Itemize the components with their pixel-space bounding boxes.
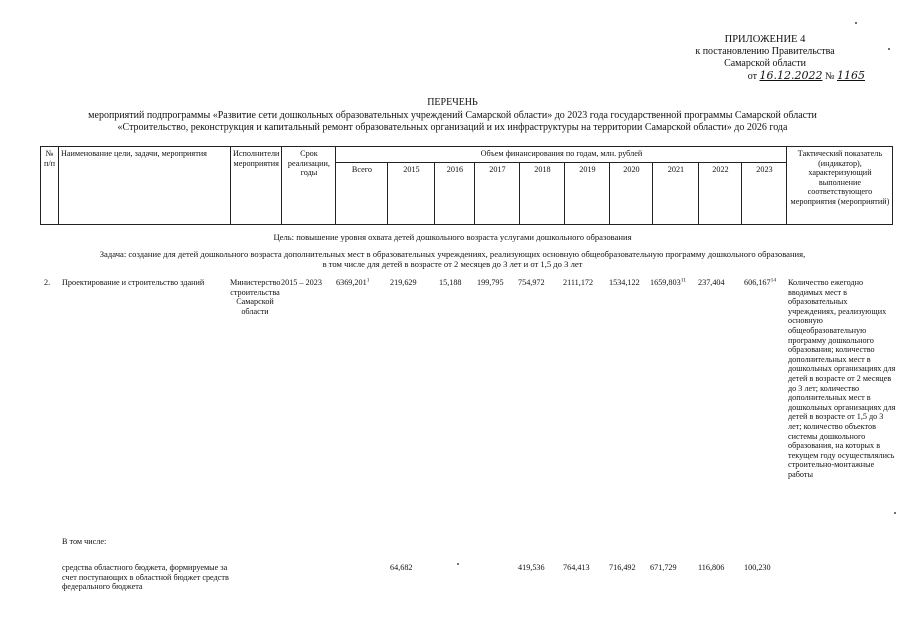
col-financing-header: Объем финансирования по годам, млн. рублей <box>336 147 787 163</box>
sub-row-2019: 764,413 <box>563 563 590 572</box>
col-year-header: 2022 <box>699 163 742 225</box>
col-year-header: 2015 <box>388 163 435 225</box>
col-year-header: 2019 <box>565 163 610 225</box>
decree-date: 16.12.2022 <box>759 69 823 82</box>
sub-row-2020: 716,492 <box>609 563 636 572</box>
scan-speck <box>855 22 857 24</box>
row-2017: 199,795 <box>477 278 504 287</box>
row-2021: 1659,803$^{11}$ <box>650 277 686 287</box>
row-2018: 754,972 <box>518 278 545 287</box>
footnote-mark: 14 <box>770 277 777 284</box>
row-number: 2. <box>44 278 51 287</box>
row-2019: 2111,172 <box>563 278 594 287</box>
document-title: ПЕРЕЧЕНЬ <box>427 97 478 108</box>
scan-speck <box>888 48 890 50</box>
col-year-header: 2016 <box>435 163 475 225</box>
col-executor-header: Исполнители мероприятия <box>231 147 282 225</box>
goal-line: Цель: повышение уровня охвата детей дошкольного возраста услугами дошкольного образования <box>273 232 632 242</box>
title-line-2: «Строительство, реконструкция и капитальный ремонт образовательных организаций и их инфраструктуры на территории Самарской области» до 2026 года <box>117 122 788 133</box>
decree-date-number: от 16.12.2022 № 1165 <box>747 69 865 82</box>
sub-row-2021: 671,729 <box>650 563 677 572</box>
decree-label: к постановлению Правительства <box>695 46 835 57</box>
row-2022: 237,404 <box>698 278 725 287</box>
row-2015: 219,629 <box>390 278 417 287</box>
decree-number: 1165 <box>837 69 865 82</box>
col-term-header: Срок реализации, годы <box>282 147 336 225</box>
col-year-header: 2020 <box>610 163 653 225</box>
col-total-header: Всего <box>336 163 388 225</box>
row-executor: Министерство строительства Самарской области <box>230 278 281 316</box>
sub-row-2015: 64,682 <box>390 563 413 572</box>
sub-row-2023: 100,230 <box>744 563 771 572</box>
col-year-header: 2018 <box>520 163 565 225</box>
footnote-mark: 1 <box>366 277 370 284</box>
sub-row-2018: 419,536 <box>518 563 545 572</box>
scan-speck <box>894 512 896 514</box>
including-label: В том числе: <box>62 537 107 546</box>
row-name: Проектирование и строительство зданий <box>62 278 205 287</box>
appendix-label: ПРИЛОЖЕНИЕ 4 <box>724 34 806 45</box>
row-indicator: Количество ежегодно вводимых мест в образовательных учреждениях, реализующих основную общеобразовательную программу дошкольного образования; количество дополнительных мест в дошкольных организациях для детей в возрасте от 2 месяцев до 3 лет; количество дополнительных мест в дошкольных организациях для детей в возрасте от 1,5 до 3 лет; количество объектов системы дошкольного образования, на которых в текущем году осуществлялись строительно-монтажные работы <box>788 278 896 479</box>
row-2020: 1534,122 <box>609 278 640 287</box>
title-line-1: мероприятий подпрограммы «Развитие сети дошкольных образовательных учреждений Самарской области» до 2023 года государственной программы Самарской области <box>88 110 817 121</box>
col-name-header: Наименование цели, задачи, мероприятия <box>59 147 231 225</box>
col-indicator-header: Тактический показатель (индикатор), характеризующий выполнение соответствующего мероприятия (мероприятий) <box>787 147 893 225</box>
col-number-header: № п/п <box>41 147 59 225</box>
sub-row-2022: 116,806 <box>698 563 725 572</box>
sub-row-name: средства областного бюджета, формируемые за счет поступающих в областной бюджет средств федерального бюджета <box>62 563 229 592</box>
col-year-header: 2021 <box>653 163 699 225</box>
row-term: 2015 – 2023 <box>281 278 322 287</box>
col-year-header: 2023 <box>742 163 787 225</box>
col-year-header: 2017 <box>475 163 520 225</box>
footnote-mark: 11 <box>680 277 686 284</box>
document-header <box>665 34 865 83</box>
region-label: Самарской области <box>724 58 806 69</box>
row-total: 6369,201$^1$ <box>336 277 370 287</box>
scan-speck <box>457 563 459 565</box>
task-line-2: в том числе для детей в возрасте от 2 месяцев до 3 лет и от 1,5 до 3 лет <box>322 259 583 269</box>
task-line-1: Задача: создание для детей дошкольного возраста дополнительных мест в образовательных учреждениях, реализующих основную общеобразовательную программу дошкольного образования, <box>99 249 806 259</box>
row-2016: 15,188 <box>439 278 462 287</box>
table-header <box>40 146 893 225</box>
row-2023: 606,167$^{14}$ <box>744 277 777 287</box>
